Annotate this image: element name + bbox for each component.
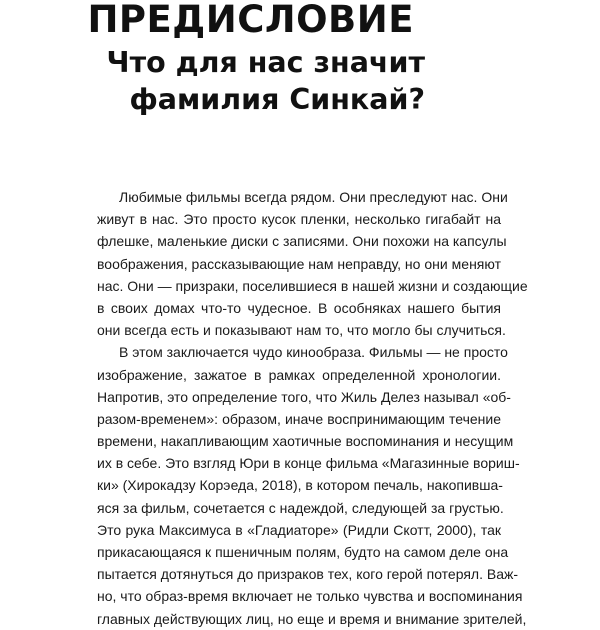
- text-line: времени, накапливающим хаотичные воспоминания и несущим: [97, 433, 514, 450]
- body-text: [97, 186, 528, 630]
- chapter-subtitle: [0, 44, 600, 118]
- text-line: Напротив, это определение того, что Жиль Делез называл «об-: [97, 388, 511, 405]
- text-line: нас. Они — призраки, поселившиеся в нашей жизни и создающие: [97, 277, 528, 294]
- text-line: но, что образ-время включает не только чувства и воспоминания: [97, 588, 523, 605]
- text-line: изображение, зажатое в рамках определенной хронологии.: [97, 366, 501, 383]
- subtitle-line-2: фамилия Синкай?: [129, 83, 425, 116]
- text-line: живут в нас. Это просто кусок пленки, несколько гигабайт на: [97, 211, 501, 228]
- text-line: разом-временем»: образом, иначе воспринимающим течение: [97, 410, 501, 427]
- text-line: В этом заключается чудо кинообраза. Фильмы — не просто: [119, 344, 508, 361]
- text-line: ки» (Хирокадзу Корэеда, 2018), в котором печаль, накопивша-: [97, 477, 503, 494]
- text-line: в своих домах что-то чудесное. В особняках нашего бытия: [97, 299, 501, 316]
- text-line: они всегда есть и показывают нам то, что могло бы случиться.: [97, 322, 506, 339]
- text-line: их в себе. Это взгляд Юри в конце фильма «Магазинные вориш-: [97, 455, 520, 472]
- text-line: Любимые фильмы всегда рядом. Они преследуют нас. Они: [119, 189, 508, 205]
- text-line: Это рука Максимуса в «Гладиаторе» (Ридли Скотт, 2000), так: [97, 521, 501, 538]
- text-line: яся за фильм, сочетается с надеждой, следующей за грустью.: [97, 499, 504, 516]
- text-line: пытается дотянуться до призраков тех, кого герой потерял. Важ-: [97, 566, 519, 583]
- text-line: воображения, рассказывающие нам неправду, но они меняют: [97, 255, 501, 272]
- chapter-title: ПРЕДИСЛОВИЕ: [87, 0, 414, 41]
- text-line: флешке, маленькие диски с записями. Они похожи на капсулы: [97, 233, 507, 250]
- subtitle-line-1: Что для нас значит: [106, 46, 425, 79]
- text-line: прикасающаяся к пшеничным полям, будто на самом деле она: [97, 544, 509, 560]
- text-line: главных действующих лиц, но еще и время и внимание зрителей,: [97, 610, 527, 627]
